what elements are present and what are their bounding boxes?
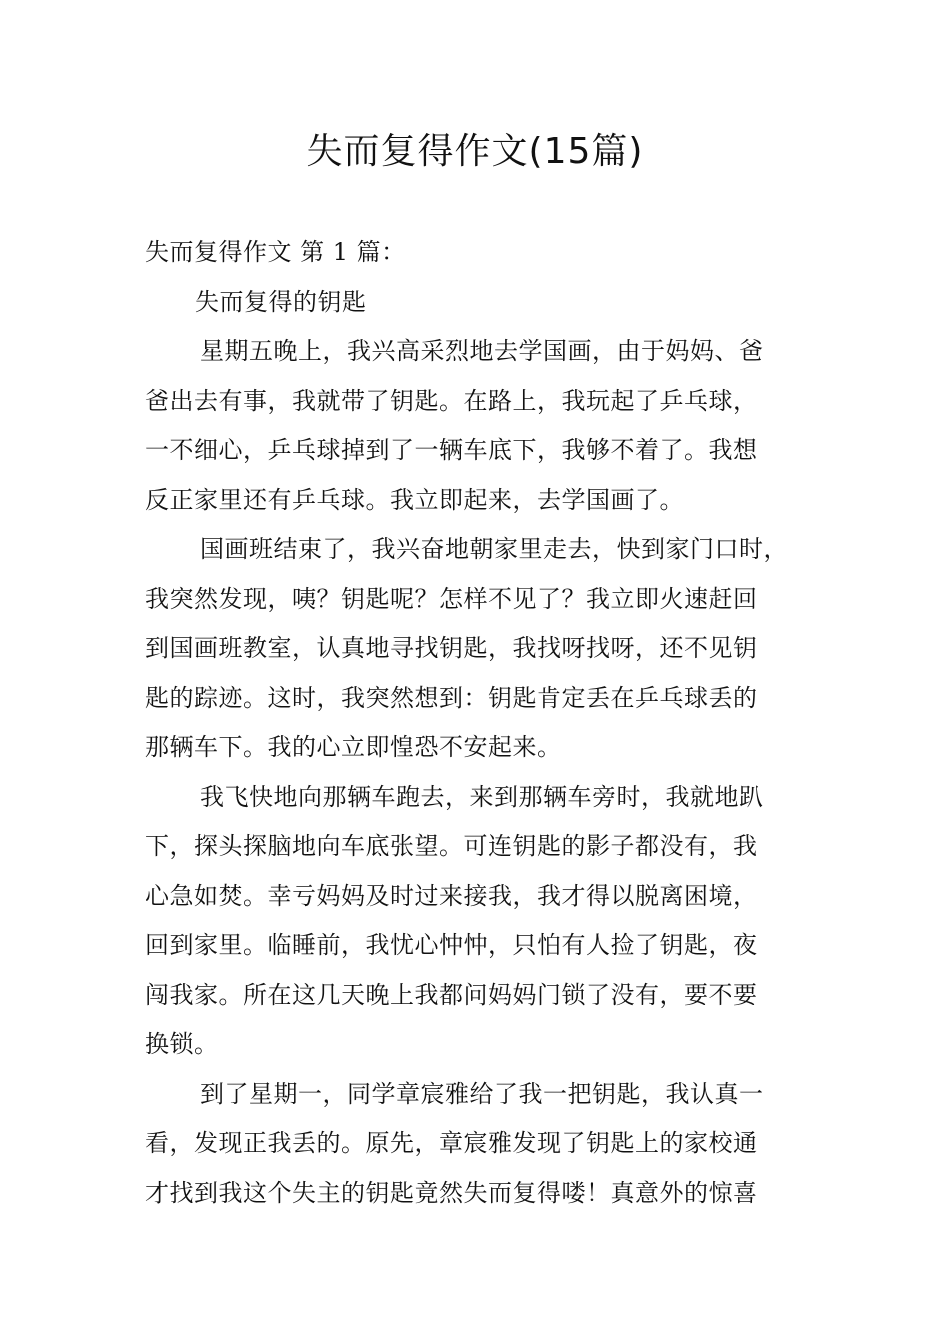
paragraph-2	[145, 525, 810, 773]
paragraph-line: 反正家里还有乒乓球。我立即起来，去学国画了。	[145, 485, 684, 514]
paragraph-line: 我飞快地向那辆车跑去，来到那辆车旁时，我就地趴	[200, 782, 764, 811]
paragraph-line: 星期五晚上，我兴高采烈地去学国画，由于妈妈、爸	[200, 337, 764, 365]
document-title: 失而复得作文(15篇)	[306, 131, 644, 172]
article-subtitle: 失而复得的钥匙	[195, 287, 367, 316]
section-heading: 失而复得作文 第 1 篇：	[145, 238, 406, 266]
paragraph-1	[145, 327, 810, 525]
document-body	[145, 228, 810, 1218]
paragraph-4	[145, 1070, 810, 1219]
paragraph-line: 爸出去有事，我就带了钥匙。在路上，我玩起了乒乓球，	[145, 386, 758, 415]
paragraph-line: 那辆车下。我的心立即惶恐不安起来。	[145, 733, 562, 761]
paragraph-line: 国画班结束了，我兴奋地朝家里走去，快到家门口时，	[200, 535, 788, 563]
paragraph-line: 到国画班教室，认真地寻找钥匙，我找呀找呀，还不见钥	[145, 634, 758, 662]
paragraph-line: 换锁。	[145, 1030, 219, 1058]
paragraph-line: 闯我家。所在这几天晚上我都问妈妈门锁了没有，要不要	[145, 980, 758, 1009]
paragraph-line: 到了星期一，同学章宸雅给了我一把钥匙，我认真一	[200, 1079, 764, 1108]
paragraph-line: 下，探头探脑地向车底张望。可连钥匙的影子都没有，我	[145, 832, 758, 860]
paragraph-line: 看，发现正我丢的。原先，章宸雅发现了钥匙上的家校通	[145, 1129, 758, 1157]
paragraph-line: 回到家里。临睡前，我忧心忡忡，只怕有人捡了钥匙，夜	[145, 931, 758, 959]
paragraph-line: 才找到我这个失主的钥匙竟然失而复得喽！真意外的惊喜	[145, 1178, 758, 1207]
paragraph-line: 匙的踪迹。这时，我突然想到：钥匙肯定丢在乒乓球丢的	[145, 683, 758, 712]
paragraph-line: 一不细心，乒乓球掉到了一辆车底下，我够不着了。我想	[145, 436, 758, 464]
paragraph-3	[145, 773, 810, 1070]
paragraph-line: 心急如焚。幸亏妈妈及时过来接我，我才得以脱离困境，	[145, 881, 758, 910]
paragraph-line: 我突然发现，咦？钥匙呢？怎样不见了？我立即火速赶回	[145, 584, 758, 613]
